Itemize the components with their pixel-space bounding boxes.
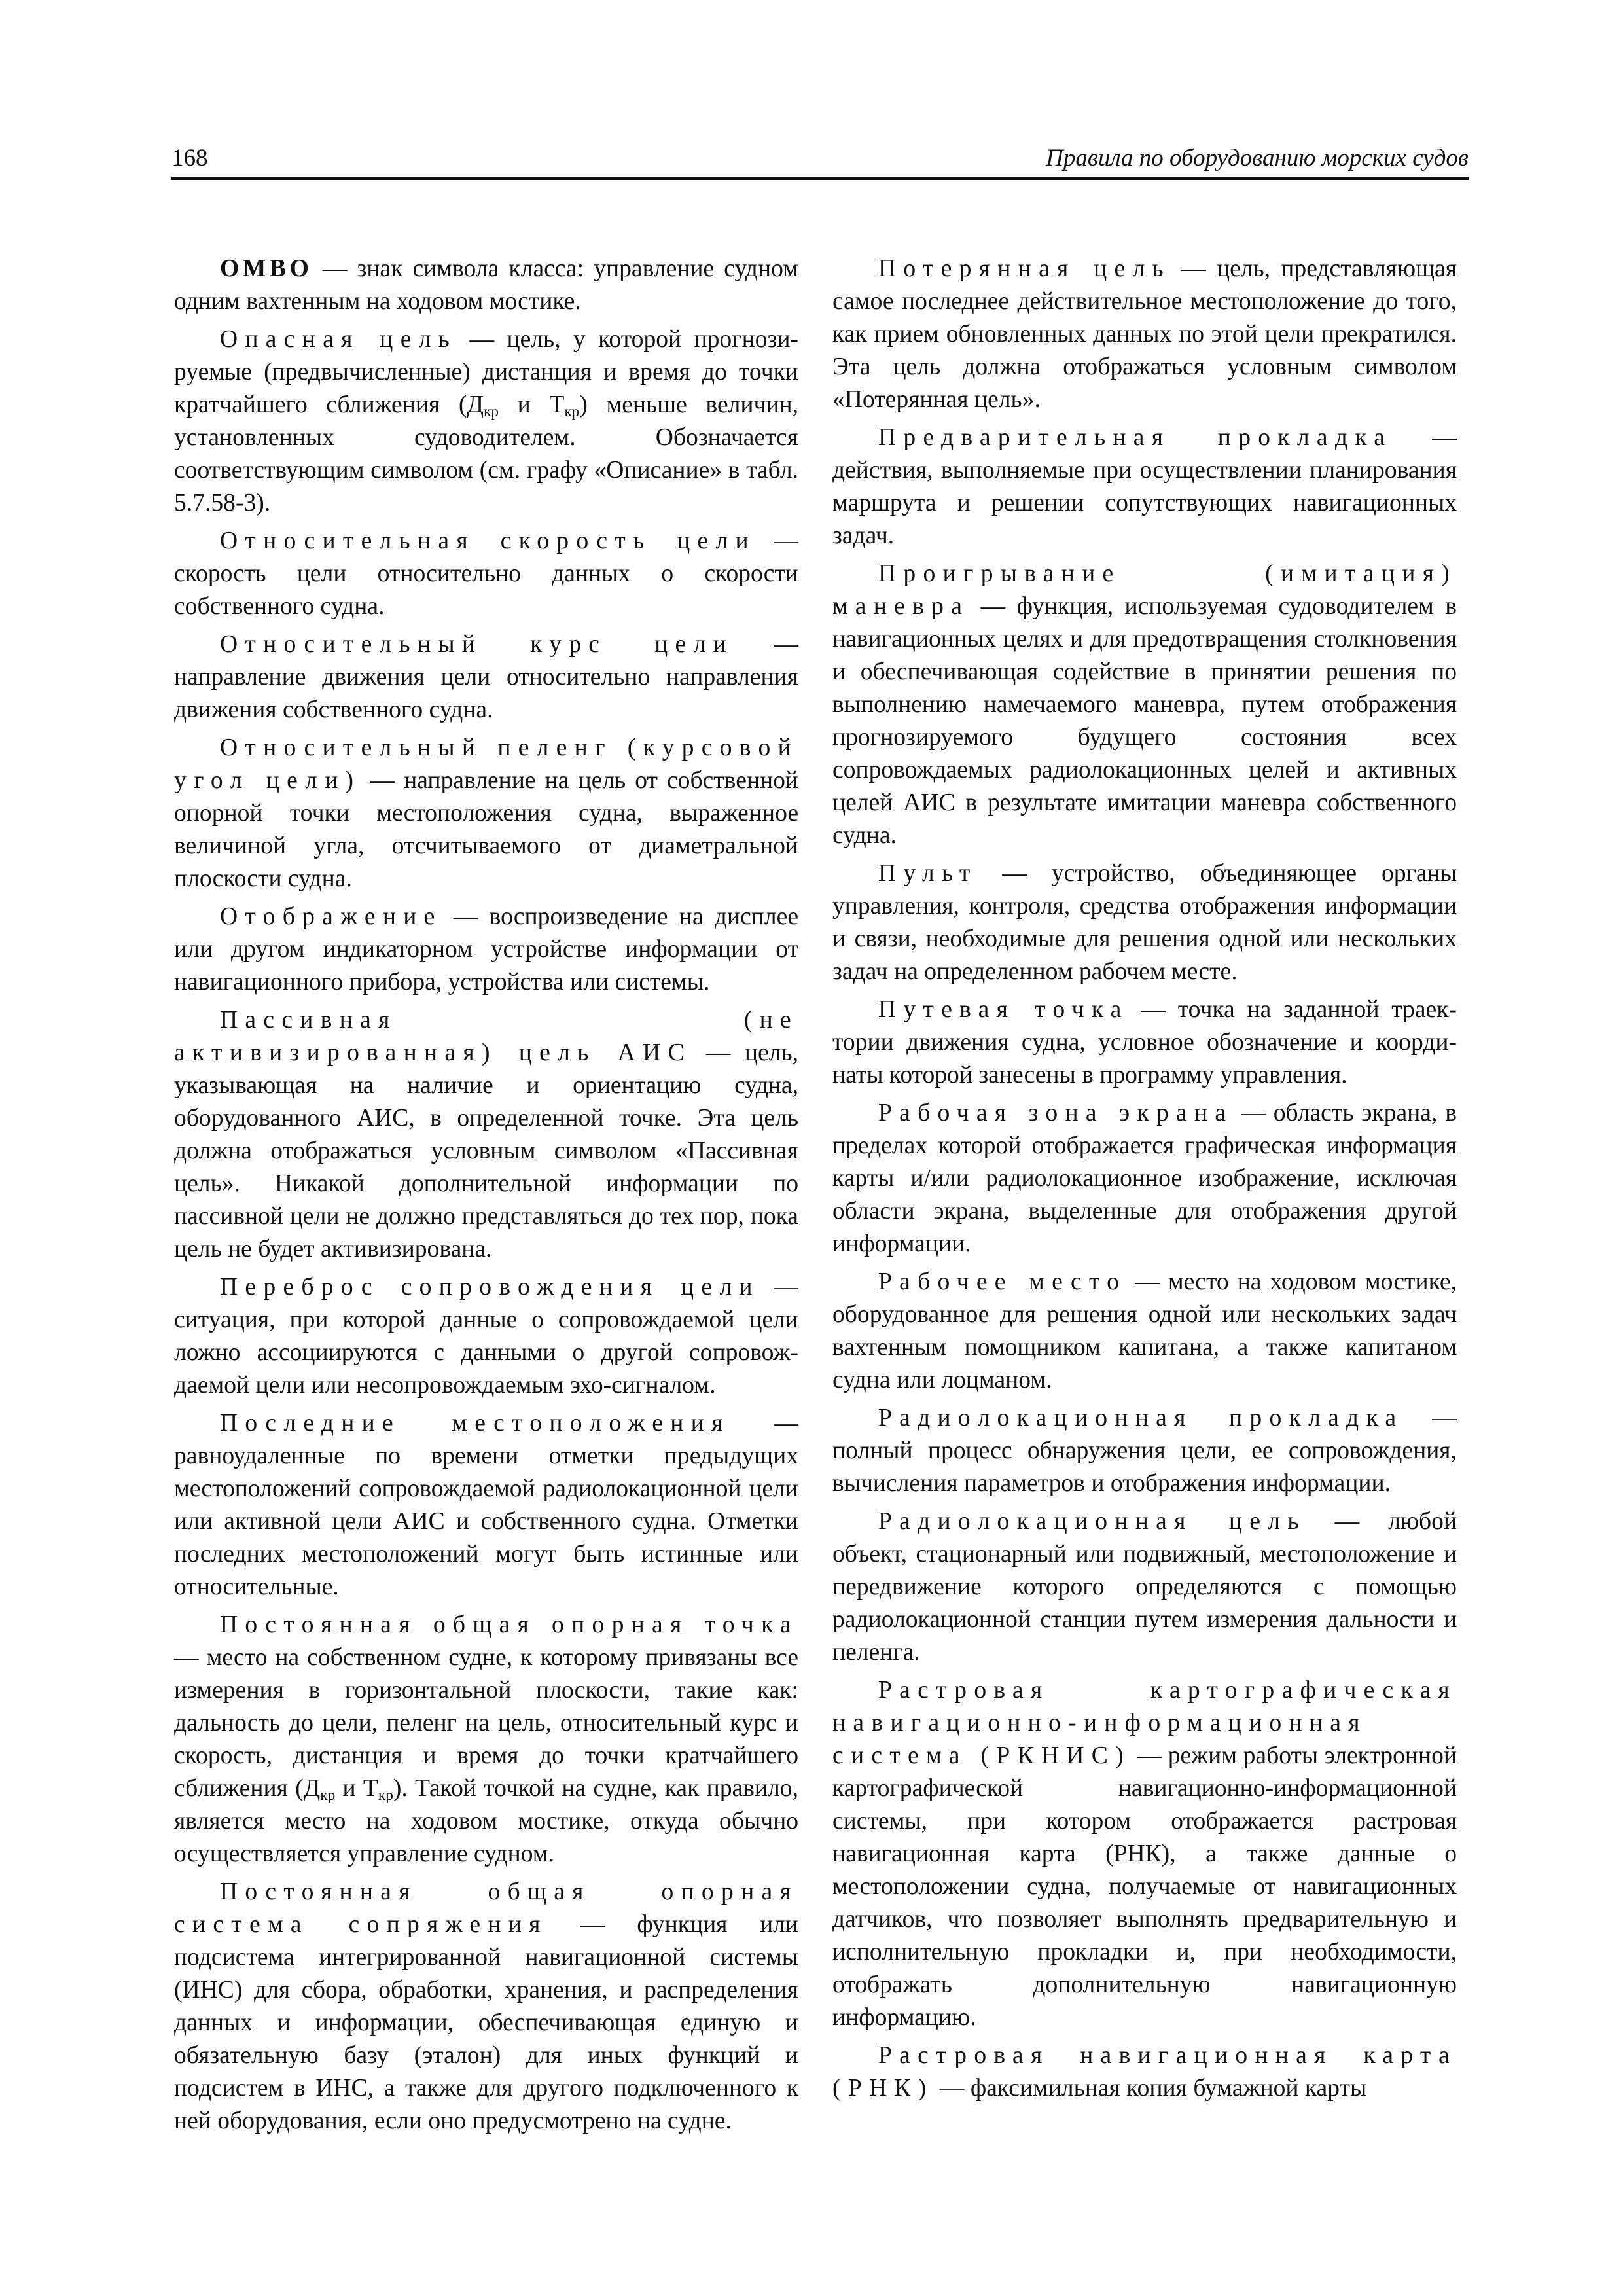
glossary-definition: — скорость цели относительно данных о скорости собственного судна.: [174, 528, 798, 620]
glossary-term: Рабочее место: [878, 1268, 1127, 1295]
glossary-definition-part: ) меньше величин, установленных судоводителем. Обозначается соответствующим символом (см. графу «Описание» в табл. 5.7.58-3).: [174, 391, 799, 516]
glossary-entry: [832, 422, 1457, 552]
glossary-definition-part: и Т: [335, 1775, 378, 1802]
glossary-entry: [832, 1266, 1457, 1397]
glossary-definition: — воспроизведение на дисплее или другом индикаторном устройстве информации от навигационного прибора, устройства или системы.: [174, 903, 798, 996]
glossary-definition: — направление на цель от собственной опорной точки местоположения судна, выраженное величиной угла, отсчитываемого от диаметральной плоскости судна.: [174, 767, 799, 892]
glossary-term: Потерянная цель: [878, 255, 1171, 282]
glossary-entry: [832, 1505, 1457, 1669]
glossary-entry: [174, 901, 798, 999]
glossary-entry: [832, 253, 1457, 416]
glossary-definition: — факсимильная копия бумажной карты: [933, 2075, 1367, 2102]
glossary-definition: — знак символа класса: управление судном одним вахтенным на ходовом мостике.: [174, 255, 798, 315]
glossary-term: Переброс сопровождения цели: [220, 1274, 760, 1300]
subscript: кр: [484, 403, 499, 420]
glossary-entry: [174, 1004, 798, 1266]
glossary-entry: [832, 1674, 1457, 2034]
page-header: [171, 143, 1469, 179]
glossary-term: Постоянная общая опорная точка: [220, 1611, 798, 1638]
glossary-entry: [832, 2039, 1457, 2105]
glossary-term: Радиолокационная прокладка: [878, 1405, 1404, 1431]
subscript: кр: [378, 1786, 393, 1804]
glossary-definition: — функция или подсистема интегрированной навигационной системы (ИНС) для сбора, обработки, хранения, и распределения данных и информации, обеспечивающая единую и обязательную базу (эталон) для иных функций и подсистем в ИНС, а также для другого подключенного к ней оборудования, если оно предусмотрено на судне.: [174, 1911, 798, 2134]
glossary-definition-part: и Т: [498, 391, 565, 418]
glossary-entry: [174, 1876, 798, 2138]
glossary-entry: [174, 628, 798, 726]
glossary-term: Растровая картографическая навигационно-информационная система (РКНИС): [832, 1677, 1457, 1769]
glossary-entry: [832, 1097, 1457, 1261]
glossary-entry: [174, 253, 798, 318]
glossary-definition: — направление движения цели относительно направления движения собственного судна.: [174, 631, 798, 723]
glossary-entry: [174, 323, 798, 520]
glossary-definition: — полный процесс обнаружения цели, ее сопровождения, вычисления параметров и отображения информации.: [832, 1405, 1457, 1497]
glossary-term: Пассивная (не активизированная) цель АИС: [174, 1007, 798, 1066]
glossary-entry: [174, 732, 798, 895]
glossary-term: Предварительная прокладка: [878, 424, 1393, 451]
glossary-definition: — режим работы электронной картографической навигационно-информационной системы, при котором отображается растровая навигационная карта (РНК), а также данные о местоположении судна, получаемые от навигационных датчиков, что позволяет выполнять предварительную и исполнительную прокладки и, при необходимости, отображать дополнительную навигационную информацию.: [832, 1742, 1457, 2031]
glossary-term: Отображение: [220, 903, 442, 930]
glossary-definition: — действия, выполняемые при осуществлении планирования маршрута и решении сопутствующих навигационных задач.: [832, 424, 1457, 549]
glossary-term: Путевая точка: [878, 996, 1129, 1023]
glossary-term: Относительный курс цели: [220, 631, 734, 658]
glossary-term: Пульт: [878, 860, 978, 887]
glossary-definition: — место на собственном судне, к которому привязаны все измерения в горизонтальной плоскости, такие как: дальность до цели, пеленг на цель, относительный курс и скорость, дистанция и время до точки кратчайшего сближения (Д: [174, 1644, 798, 1802]
glossary-term: Рабочая зона экрана: [878, 1100, 1234, 1126]
glossary-definition: — любой объект, стационарный или подвижный, местоположение и передвижение которого определяются с помощью радиолокационной станции путем измерения дальности и пеленга.: [832, 1508, 1457, 1666]
glossary-entry: [174, 525, 798, 623]
glossary-entry: [174, 1609, 798, 1871]
glossary-term: Относительный пеленг (курсовой угол цели): [174, 734, 798, 794]
glossary-term: Постоянная общая опорная система сопряжения: [174, 1878, 798, 1938]
glossary-definition: — функция, используемая судоводителем в навигационных целях и для предотвращения столкновения и обеспечивающая содействие в принятии решения по выполнению намечаемого маневра, путем отображения прогнозируемого будущего состояния всех сопровождаемых радиолокационных целей и активных целей АИС в результате имитации маневра собственного судна.: [832, 593, 1457, 849]
page-number: 168: [171, 145, 208, 171]
glossary-term: Последние местоположения: [220, 1410, 730, 1437]
glossary-definition: — область экрана, в пределах которой отображается графическая информация карты и/или радиолокационное изображение, исключая области экрана, выделенные для отображения другой информации.: [832, 1100, 1457, 1257]
glossary-entry: [832, 994, 1457, 1092]
header-rule: [171, 177, 1469, 180]
glossary-definition: — место на ходовом мостике, оборудованное для решения одной или нескольких задач вахтенным помощником капитана, а также капитаном судна или лоцманом.: [832, 1268, 1457, 1393]
glossary-term: Относительная скорость цели: [220, 528, 756, 554]
glossary-term: ОМВО: [220, 255, 313, 282]
glossary-term: Проигрывание (имитация) маневра: [832, 560, 1457, 620]
glossary-definition-part: ). Такой точкой на судне, как правило, является место на ходовом мостике, откуда обычно осуществляется управление судном.: [174, 1775, 798, 1867]
glossary-entry: [174, 1271, 798, 1402]
glossary-term: Радиолокационная цель: [878, 1508, 1306, 1535]
glossary-term: Опасная цель: [220, 326, 457, 353]
glossary-definition: — точка на заданной траектории движения судна, условное обозначение и координаты которой занесены в программу управления.: [832, 996, 1457, 1088]
glossary-entry: [832, 1402, 1457, 1500]
glossary-entry: [174, 1407, 798, 1604]
glossary-definition: — равноудаленные по времени отметки предыдущих местоположений сопровождаемой радиолокационной цели или активной цели АИС и собственного судна. Отметки последних местоположений могут быть истинные или относительные.: [174, 1410, 798, 1600]
glossary-term: Растровая навигационная карта (РНК): [832, 2042, 1457, 2102]
glossary-entry: [832, 857, 1457, 988]
glossary-definition: — устройство, объединяющее органы управления, контроля, средства отображения информации и связи, необходимые для решения одной или нескольких задач на определенном рабочем месте.: [832, 860, 1457, 985]
glossary-definition: — цель, указывающая на наличие и ориентацию судна, оборудованного АИС, в определенной точке. Эта цель должна отображаться условным символом «Пассивная цель». Никакой дополнительной информации по пассивной цели не должно представляться до тех пор, пока цель не будет активизирована.: [174, 1039, 798, 1263]
subscript: кр: [320, 1786, 336, 1804]
running-title: Правила по оборудованию морских судов: [1046, 145, 1469, 171]
subscript: кр: [564, 403, 580, 420]
glossary-definition: — ситуация, при которой данные о сопровождаемой цели ложно ассоциируются с данными о другой сопровождаемой цели или несопровождаемым эхо-сигналом.: [174, 1274, 798, 1399]
left-column: [174, 253, 798, 2143]
right-column: [832, 253, 1457, 2110]
glossary-definition: — цель, представляющая самое последнее действительное местоположение до того, как прием обновленных данных по этой цели прекратился. Эта цель должна отображаться условным символом «Потерянная цель».: [832, 255, 1457, 413]
glossary-definition: — цель, у которой прогнозируемые (предвычисленные) дистанция и время до точки кратчайшего сближения (Д: [174, 326, 798, 418]
glossary-entry: [832, 558, 1457, 852]
